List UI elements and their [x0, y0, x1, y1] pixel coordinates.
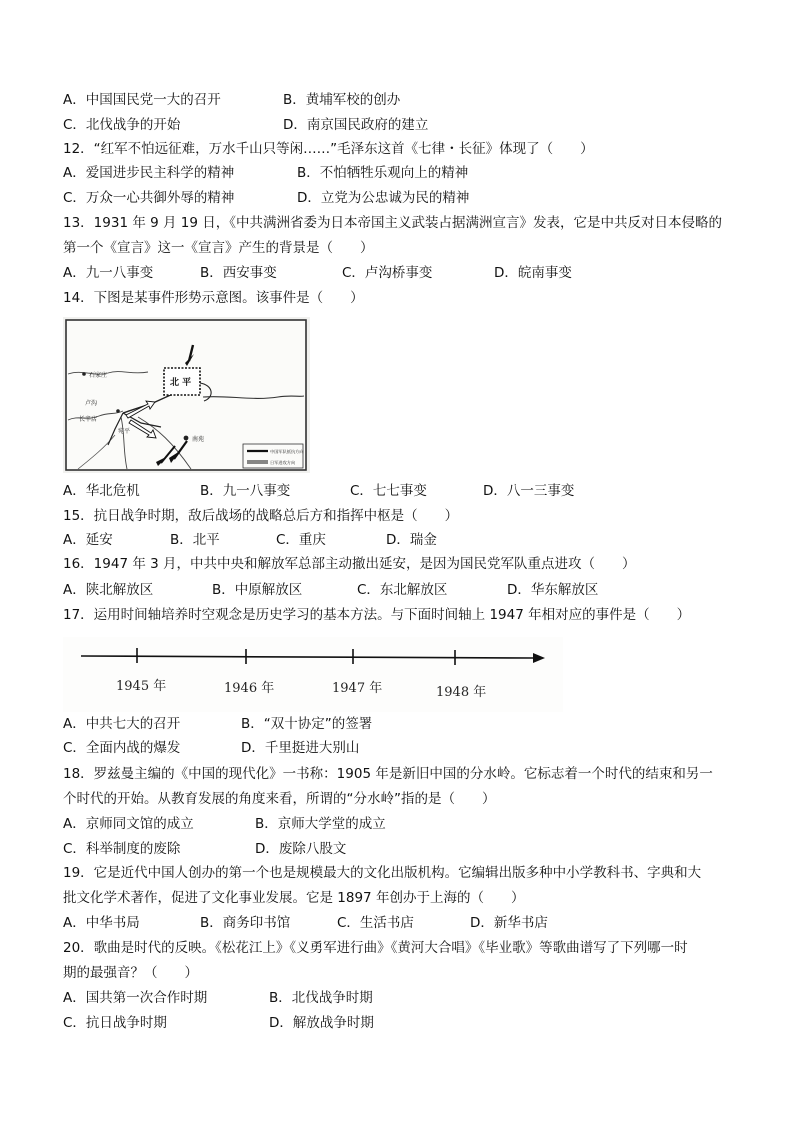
q12-option-c[interactable]: C．万众一心共御外辱的精神 — [63, 190, 235, 206]
q11-option-c[interactable]: C．北伐战争的开始 — [63, 117, 181, 133]
timeline-year-1945: 1945 年 — [116, 679, 167, 694]
timeline-year-1947: 1947 年 — [332, 681, 383, 696]
q20-option-c[interactable]: C．抗日战争时期 — [63, 1015, 167, 1031]
q17-option-c[interactable]: C．全面内战的爆发 — [63, 740, 181, 756]
q17-timeline — [63, 637, 563, 712]
q13-stem-line2: 第一个《宣言》这一《宣言》产生的背景是（ ） — [63, 240, 374, 256]
town-marker — [82, 372, 86, 376]
q13-option-c[interactable]: C．卢沟桥事变 — [342, 265, 433, 281]
town-marker — [116, 409, 120, 413]
map-label-beiping: 北 平 — [170, 378, 192, 388]
q15-option-c[interactable]: C．重庆 — [276, 532, 326, 548]
q20-option-a[interactable]: A．国共第一次合作时期 — [63, 990, 208, 1006]
q16-option-c[interactable]: C．东北解放区 — [357, 582, 448, 598]
map-label-lugou: 卢沟 — [85, 400, 98, 407]
q19-option-c[interactable]: C．生活书店 — [337, 915, 414, 931]
q13-option-d[interactable]: D．皖南事变 — [494, 265, 572, 281]
q19-option-d[interactable]: D．新华书店 — [470, 915, 548, 931]
q12-option-d[interactable]: D．立党为公忠诚为民的精神 — [297, 190, 470, 206]
q14-option-b[interactable]: B．九一八事变 — [200, 483, 291, 499]
q18-stem-line1: 18．罗兹曼主编的《中国的现代化》一书称：1905 年是新旧中国的分水岭。它标志着一个时代的结束和另一 — [63, 766, 713, 782]
q16-option-a[interactable]: A．陕北解放区 — [63, 582, 154, 598]
map-label-wanping: 宛平 — [118, 428, 131, 435]
q12-stem: 12．“红军不怕远征难，万水千山只等闲……”毛泽东这首《七律・长征》体现了（ ） — [63, 141, 594, 157]
q13-stem-line1: 13．1931 年 9 月 19 日，《中共满洲省委为日本帝国主义武装占据满洲宣言》发表，它是中共反对日本侵略的 — [63, 215, 723, 231]
q15-option-d[interactable]: D．瑞金 — [386, 532, 437, 548]
q20-stem-line1: 20．歌曲是时代的反映。《松花江上》《义勇军进行曲》《黄河大合唱》《毕业歌》等歌曲谱写了下列哪一时 — [63, 940, 688, 956]
q14-stem: 14．下图是某事件形势示意图。该事件是（ ） — [63, 290, 364, 306]
map-label-nanyuan: 南苑 — [192, 436, 205, 443]
q19-option-b[interactable]: B．商务印书馆 — [200, 915, 291, 931]
q17-option-a[interactable]: A．中共七大的召开 — [63, 716, 181, 732]
map-label-changxindian: 长辛店 — [79, 416, 98, 423]
q18-option-a[interactable]: A．京师同文馆的成立 — [63, 816, 194, 832]
q20-option-d[interactable]: D．解放战争时期 — [269, 1015, 374, 1031]
q16-option-b[interactable]: B．中原解放区 — [212, 582, 303, 598]
legend-label-resistance: 中国军队抵抗方向 — [270, 449, 304, 454]
q15-option-a[interactable]: A．延安 — [63, 532, 113, 548]
map-label-shijiazhuang: 石家庄 — [89, 372, 108, 379]
q15-option-b[interactable]: B．北平 — [170, 532, 220, 548]
q12-option-a[interactable]: A．爱国进步民主科学的精神 — [63, 165, 235, 181]
q14-option-c[interactable]: C．七七事变 — [350, 483, 427, 499]
q11-option-d[interactable]: D．南京国民政府的建立 — [283, 117, 429, 133]
q12-option-b[interactable]: B．不怕牺牲乐观向上的精神 — [297, 165, 469, 181]
timeline-year-1946: 1946 年 — [224, 681, 275, 696]
q17-option-b[interactable]: B．“双十协定”的签署 — [241, 716, 373, 732]
q14-situation-map — [63, 317, 310, 473]
q16-option-d[interactable]: D．华东解放区 — [507, 582, 599, 598]
q17-option-d[interactable]: D．千里挺进大别山 — [241, 740, 360, 756]
q13-option-a[interactable]: A．九一八事变 — [63, 265, 154, 281]
q13-option-b[interactable]: B．西安事变 — [200, 265, 277, 281]
q14-option-d[interactable]: D．八一三事变 — [483, 483, 575, 499]
q18-option-c[interactable]: C．科举制度的废除 — [63, 841, 181, 857]
q14-option-a[interactable]: A．华北危机 — [63, 483, 140, 499]
q20-option-b[interactable]: B．北伐战争时期 — [269, 990, 373, 1006]
q18-option-b[interactable]: B．京师大学堂的成立 — [255, 816, 386, 832]
q19-option-a[interactable]: A．中华书局 — [63, 915, 140, 931]
q16-stem: 16．1947 年 3 月，中共中央和解放军总部主动撤出延安，是因为国民党军队重点进攻（ ） — [63, 556, 636, 572]
q11-option-b[interactable]: B．黄埔军校的创办 — [283, 92, 401, 108]
q20-stem-line2: 期的最强音？（ ） — [63, 965, 198, 981]
q18-option-d[interactable]: D．废除八股文 — [255, 841, 347, 857]
q17-stem: 17．运用时间轴培养时空观念是历史学习的基本方法。与下面时间轴上 1947 年相对应的事件是（ ） — [63, 607, 691, 623]
legend-label-attack: 日军进攻方向 — [270, 460, 296, 465]
timeline-year-1948: 1948 年 — [436, 685, 487, 700]
q19-stem-line1: 19．它是近代中国人创办的第一个也是规模最大的文化出版机构。它编辑出版多种中小学教科书、字典和大 — [63, 865, 702, 881]
q18-stem-line2: 个时代的开始。从教育发展的角度来看，所谓的“分水岭”指的是（ ） — [63, 791, 496, 807]
q15-stem: 15．抗日战争时期，敌后战场的战略总后方和指挥中枢是（ ） — [63, 508, 459, 524]
q19-stem-line2: 批文化学术著作，促进了文化事业发展。它是 1897 年创办于上海的（ ） — [63, 890, 525, 906]
q11-option-a[interactable]: A．中国国民党一大的召开 — [63, 92, 221, 108]
town-marker — [184, 436, 189, 441]
